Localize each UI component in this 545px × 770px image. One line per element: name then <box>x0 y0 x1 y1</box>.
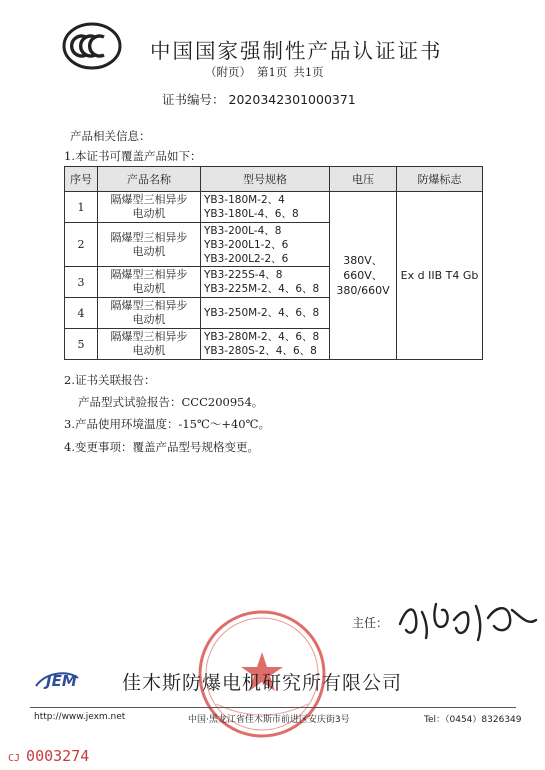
footer-divider <box>30 707 516 708</box>
row-no: 1 <box>65 192 98 223</box>
row-models: YB3-280M-2、4、6、8 YB3-280S-2、4、6、8 <box>201 329 330 360</box>
row-models: YB3-180M-2、4 YB3-180L-4、6、8 <box>201 192 330 223</box>
voltage-cell: 380V、660V、 380/660V <box>330 192 397 360</box>
section-1-heading: 1.本证书可覆盖产品如下： <box>64 149 202 163</box>
row-name: 隔爆型三相异步 电动机 <box>98 192 201 223</box>
signature-icon <box>392 590 542 646</box>
row-name: 隔爆型三相异步 电动机 <box>98 223 201 267</box>
product-table <box>64 166 483 360</box>
row-models: YB3-250M-2、4、6、8 <box>201 298 330 329</box>
header-no: 序号 <box>65 167 98 192</box>
row-name: 隔爆型三相异步 电动机 <box>98 298 201 329</box>
footer-url: http://www.jexm.net <box>34 712 126 722</box>
page-note: （附页） 第1页 共1页 <box>205 65 324 79</box>
jem-logo-icon <box>32 664 100 692</box>
row-no: 3 <box>65 267 98 298</box>
table-row <box>65 192 483 223</box>
table-header-row <box>65 167 483 192</box>
section-2-heading: 2.证书关联报告： <box>64 373 156 387</box>
company-name: 佳木斯防爆电机研究所有限公司 <box>122 672 403 694</box>
row-name: 隔爆型三相异步 电动机 <box>98 329 201 360</box>
serial-number: CJ 0003274 <box>8 747 90 765</box>
ccc-logo-icon <box>62 22 122 70</box>
header-model: 型号规格 <box>201 167 330 192</box>
row-models: YB3-200L-4、8 YB3-200L1-2、6 YB3-200L2-2、6 <box>201 223 330 267</box>
footer-address: 中国·黑龙江省佳木斯市前进区安庆街3号 <box>188 715 350 725</box>
row-no: 5 <box>65 329 98 360</box>
signature-label: 主任： <box>352 616 389 630</box>
certificate-number: 证书编号： 2020342301000371 <box>162 92 356 107</box>
document-title: 中国国家强制性产品认证证书 <box>150 39 443 63</box>
ex-mark-cell: Ex d IIB T4 Gb <box>397 192 483 360</box>
header-name: 产品名称 <box>98 167 201 192</box>
footer-tel: Tel：（0454）8326349 <box>424 715 522 725</box>
section-3-text: 3.产品使用环境温度：-15℃～+40℃。 <box>64 417 270 431</box>
section-4-text: 4.变更事项：覆盖产品型号规格变更。 <box>64 440 259 454</box>
svg-text:JEM: JEM <box>46 672 77 690</box>
header-ex-mark: 防爆标志 <box>397 167 483 192</box>
intro-text: 产品相关信息： <box>70 129 151 143</box>
row-no: 4 <box>65 298 98 329</box>
row-name: 隔爆型三相异步 电动机 <box>98 267 201 298</box>
row-models: YB3-225S-4、8 YB3-225M-2、4、6、8 <box>201 267 330 298</box>
row-no: 2 <box>65 223 98 267</box>
report-text: 产品型式试验报告：CCC200954。 <box>78 395 264 409</box>
header-voltage: 电压 <box>330 167 397 192</box>
